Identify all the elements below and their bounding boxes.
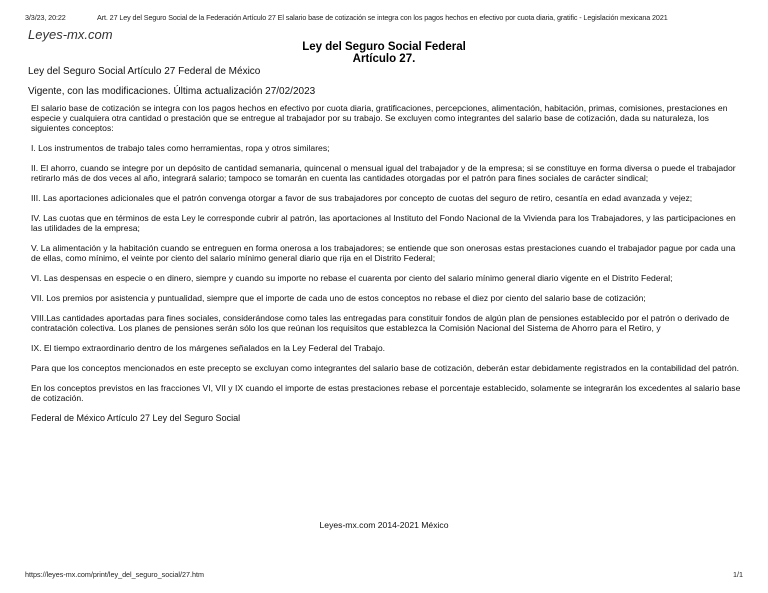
site-logo[interactable]: Leyes-mx.com [28, 27, 113, 42]
print-datetime: 3/3/23, 20:22 [25, 13, 66, 22]
fraction-v: V. La alimentación y la habitación cuando se entreguen en forma onerosa a los trabajadores; se entiende que son onerosas estas prestaciones cuando el trabajador pague por cada una de ellas, como mínimo, el veinte por ciento del salario mínimo general diario que rija en el Distrito Federal; [31, 243, 736, 263]
site-footer: Leyes-mx.com 2014-2021 México [319, 520, 449, 530]
registration-paragraph: Para que los conceptos mencionados en este precepto se excluyan como integrantes del salario base de cotización, deberán estar debidamente registrados en la contabilidad del patrón. [31, 363, 739, 373]
print-footer [25, 570, 743, 579]
document-subtitle: Ley del Seguro Social Artículo 27 Federal de México [28, 66, 261, 77]
law-title: Ley del Seguro Social Federal [302, 41, 466, 53]
excess-paragraph: En los conceptos previstos en las fracciones VI, VII y IX cuando el importe de estas prestaciones rebase el porcentaje establecido, solamente se integrarán los excedentes al salario base de cotización. [31, 383, 741, 403]
print-page-title: Art. 27 Ley del Seguro Social de la Federación Artículo 27 El salario base de cotización se integra con los pagos hechos en efectivo por cuota diaria, gratific - Legislación mexicana 2021 [97, 13, 668, 22]
validity-status: Vigente, con las modificaciones. Última actualización 27/02/2023 [28, 86, 316, 97]
closing-line: Federal de México Artículo 27 Ley del Seguro Social [31, 413, 241, 423]
fraction-vii: VII. Los premios por asistencia y puntualidad, siempre que el importe de cada uno de estos conceptos no rebase el diez por ciento del salario base de cotización; [31, 293, 646, 303]
article-body [31, 103, 741, 433]
fraction-ix: IX. El tiempo extraordinario dentro de los márgenes señalados en la Ley Federal del Trabajo. [31, 343, 385, 353]
fraction-ii: II. El ahorro, cuando se integre por un depósito de cantidad semanaria, quincenal o mensual igual del trabajador y de la empresa; si se constituye en forma diversa o puede el trabajador retirarlo más de dos veces al año, integrará salario; tampoco se tomarán en cuenta las cantidades otorgadas por el patrón para fines sociales de carácter sindical; [31, 163, 736, 183]
fraction-i: I. Los instrumentos de trabajo tales como herramientas, ropa y otros similares; [31, 143, 330, 153]
print-url: https://leyes-mx.com/print/ley_del_seguro_social/27.htm [25, 570, 204, 579]
fraction-viii: VIII.Las cantidades aportadas para fines sociales, considerándose como tales las entregadas para constituir fondos de algún plan de pensiones establecido por el patrón o derivado de contratación colectiva. Los planes de pensiones serán sólo los que reúnan los requisitos que establezca la Comisión Nacional del Sistema de Ahorro para el Retiro, y [31, 313, 730, 333]
fraction-vi: VI. Las despensas en especie o en dinero, siempre y cuando su importe no rebase el cuarenta por ciento del salario mínimo general diario vigente en el Distrito Federal; [31, 273, 673, 283]
document-title [0, 41, 768, 65]
intro-paragraph: El salario base de cotización se integra con los pagos hechos en efectivo por cuota diaria, gratificaciones, percepciones, alimentación, habitación, primas, comisiones, prestaciones en especie y cualquiera otra cantidad o prestación que se entregue al trabajador por su trabajo. Se excluyen como integrantes del salario base de cotización, dada su naturaleza, los siguientes conceptos: [31, 103, 728, 133]
fraction-iii: III. Las aportaciones adicionales que el patrón convenga otorgar a favor de sus trabajadores por concepto de cuotas del seguro de retiro, cesantía en edad avanzada y vejez; [31, 193, 693, 203]
page-number: 1/1 [733, 570, 743, 579]
print-header [25, 13, 760, 22]
article-title: Artículo 27. [352, 53, 416, 65]
fraction-iv: IV. Las cuotas que en términos de esta Ley le corresponde cubrir al patrón, las aportaciones al Instituto del Fondo Nacional de la Vivienda para los Trabajadores, y las participaciones en las utilidades de la empresa; [31, 213, 736, 233]
